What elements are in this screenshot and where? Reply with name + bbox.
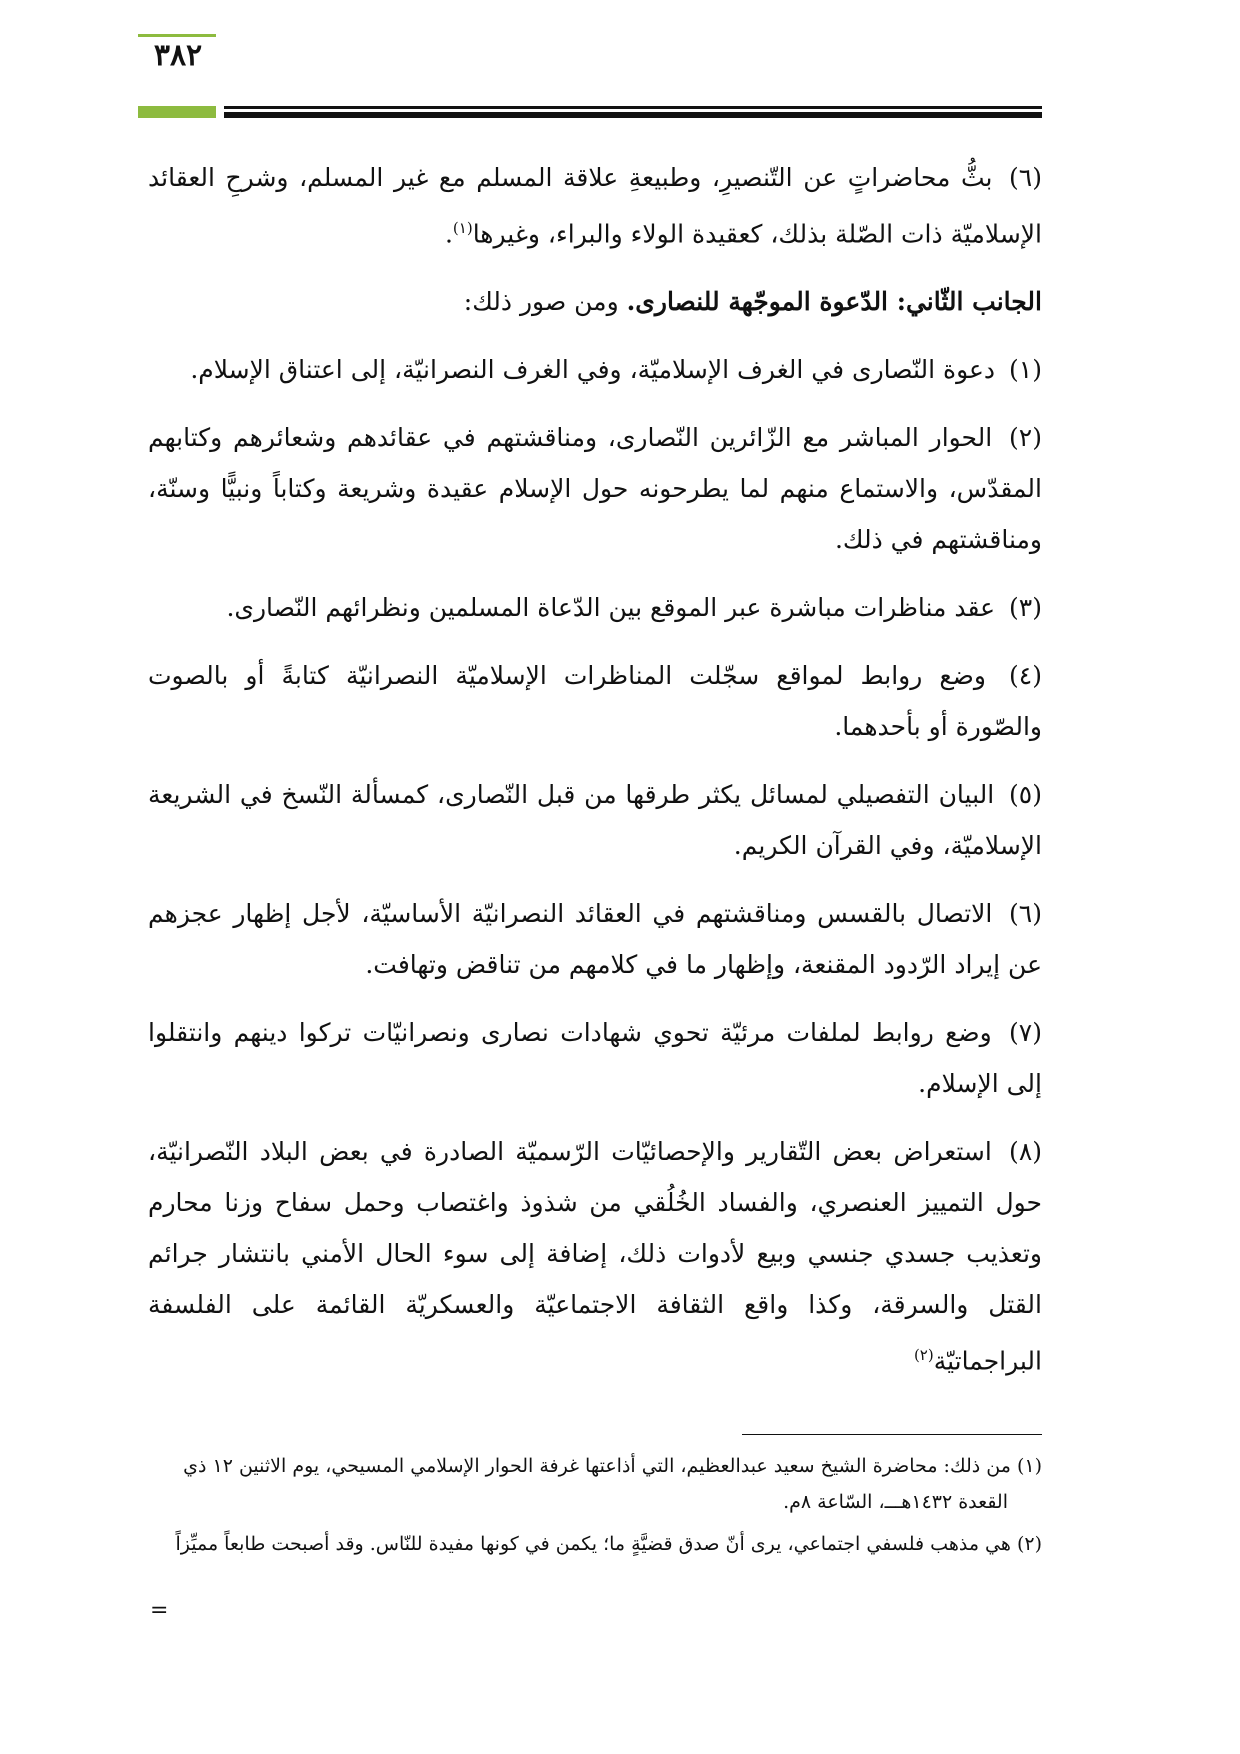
- item-number: (٤): [1009, 661, 1042, 691]
- header-accent-bar: [138, 106, 216, 118]
- paragraph: [148, 888, 1042, 990]
- paragraph-text: استعراض بعض التّقارير والإحصائيّات الرّسميّة الصادرة في بعض البلاد النّصرانيّة، حول التمييز العنصري، والفساد الخُلُقي من شذوذ واغتصاب وحمل سفاح وزنا محارم وتعذيب جسدي جنسي وبيع لأدوات ذلك، إضافة إلى سوء الحال الأمني بانتشار جرائم القتل والسرقة، وكذا واقع الثقافة الاجتماعيّة والعسكريّة القائمة على الفلسفة البراجماتيّة: [148, 1137, 1042, 1376]
- footnote: [148, 1526, 1042, 1562]
- item-number: (٨): [1009, 1137, 1043, 1167]
- paragraph-text: الحوار المباشر مع الزّائرين النّصارى، ومناقشتهم في عقائدهم وشعائرهم وكتابهم المقدّس، والاستماع منهم لما يطرحونه حول الإسلام عقيدة وشريعة وكتاباً ونبيًّا وسنّة، ومناقشتهم في ذلك.: [148, 423, 1042, 555]
- item-number: (٦): [1009, 163, 1042, 192]
- paragraph: [148, 1126, 1042, 1386]
- item-number: (٥): [1009, 780, 1042, 810]
- paragraph-text: البيان التفصيلي لمسائل يكثر طرقها من قبل النّصارى، كمسألة النّسخ في الشريعة الإسلاميّة، وفي القرآن الكريم.: [148, 780, 1042, 861]
- footnote-text-continued: القعدة ١٤٣٢هـــ، السّاعة ٨م.: [783, 1491, 1008, 1513]
- item-number: (٢): [1009, 423, 1042, 453]
- header-rule-thick: [224, 112, 1042, 118]
- header-accent-top: [138, 34, 216, 37]
- footnote-number: (١): [1016, 1455, 1042, 1477]
- paragraph: [148, 1007, 1042, 1109]
- paragraph: [148, 582, 1042, 633]
- continuation-mark: =: [150, 1598, 169, 1623]
- footnote-separator: [742, 1434, 1042, 1435]
- footnote-text: من ذلك: محاضرة الشيخ سعيد عبدالعظيم، التي أذاعتها غرفة الحوار الإسلامي المسيحي، يوم الاثنين ١٢ ذي: [183, 1455, 1011, 1477]
- paragraph-text: بثُّ محاضراتٍ عن التّنصيرِ، وطبيعةِ علاقة المسلم مع غير المسلم، وشرحِ العقائد الإسلاميّة ذات الصّلة بذلك، كعقيدة الولاء والبراء، وغيرها: [148, 163, 1042, 249]
- item-number: (١): [1009, 355, 1042, 385]
- heading-rest: ومن صور ذلك:: [463, 287, 627, 317]
- item-number: (٦): [1009, 899, 1042, 929]
- paragraph-text: الاتصال بالقسس ومناقشتهم في العقائد النصرانيّة الأساسيّة، لأجل إظهار عجزهم عن إيراد الرّدود المقنعة، وإظهار ما في كلامهم من تناقض وتهافت.: [148, 899, 1042, 980]
- header-rule-thin: [224, 106, 1042, 109]
- paragraph-text: وضع روابط لمواقع سجّلت المناظرات الإسلاميّة النصرانيّة كتابةً أو بالصوت والصّورة أو بأحدهما.: [148, 661, 1042, 742]
- paragraph: [148, 412, 1042, 565]
- paragraph: (٦) بثُّ محاضراتٍ عن التّنصيرِ، وطبيعةِ علاقة المسلم مع غير المسلم، وشرحِ العقائد الإسلاميّة ذات الصّلة بذلك، كعقيدة الولاء والبراء، وغيرها$^{(١)}$.: [148, 163, 1042, 249]
- body-text: [148, 152, 1042, 1404]
- section-heading: [148, 276, 1042, 327]
- page-number: ٣٨٢: [153, 38, 203, 73]
- paragraph: [148, 650, 1042, 752]
- item-number: (٣): [1009, 593, 1042, 623]
- footnotes: [148, 1448, 1042, 1568]
- heading-bold: الجانب الثّاني: الدّعوة الموجّهة للنصارى.: [626, 287, 1042, 317]
- item-number: (٧): [1009, 1018, 1042, 1048]
- footnote-ref: (١): [452, 219, 473, 237]
- footnote-ref: (٢): [913, 1346, 934, 1365]
- paragraph: [148, 769, 1042, 871]
- paragraph-text: عقد مناظرات مباشرة عبر الموقع بين الدّعاة المسلمين ونظرائهم النّصارى.: [226, 593, 996, 623]
- paragraph-text: وضع روابط لملفات مرئيّة تحوي شهادات نصارى ونصرانيّات تركوا دينهم وانتقلوا إلى الإسلام.: [148, 1018, 1042, 1099]
- footnote: [148, 1448, 1042, 1520]
- paragraph-text: دعوة النّصارى في الغرف الإسلاميّة، وفي الغرف النصرانيّة، إلى اعتناق الإسلام.: [190, 355, 996, 385]
- footnote-number: (٢): [1016, 1533, 1042, 1555]
- footnote-text: هي مذهب فلسفي اجتماعي، يرى أنّ صدق قضيَّةٍ ما؛ يكمن في كونها مفيدة للنّاس. وقد أصبحت طابعاً مميِّزاً: [175, 1533, 1011, 1555]
- paragraph: [148, 344, 1042, 395]
